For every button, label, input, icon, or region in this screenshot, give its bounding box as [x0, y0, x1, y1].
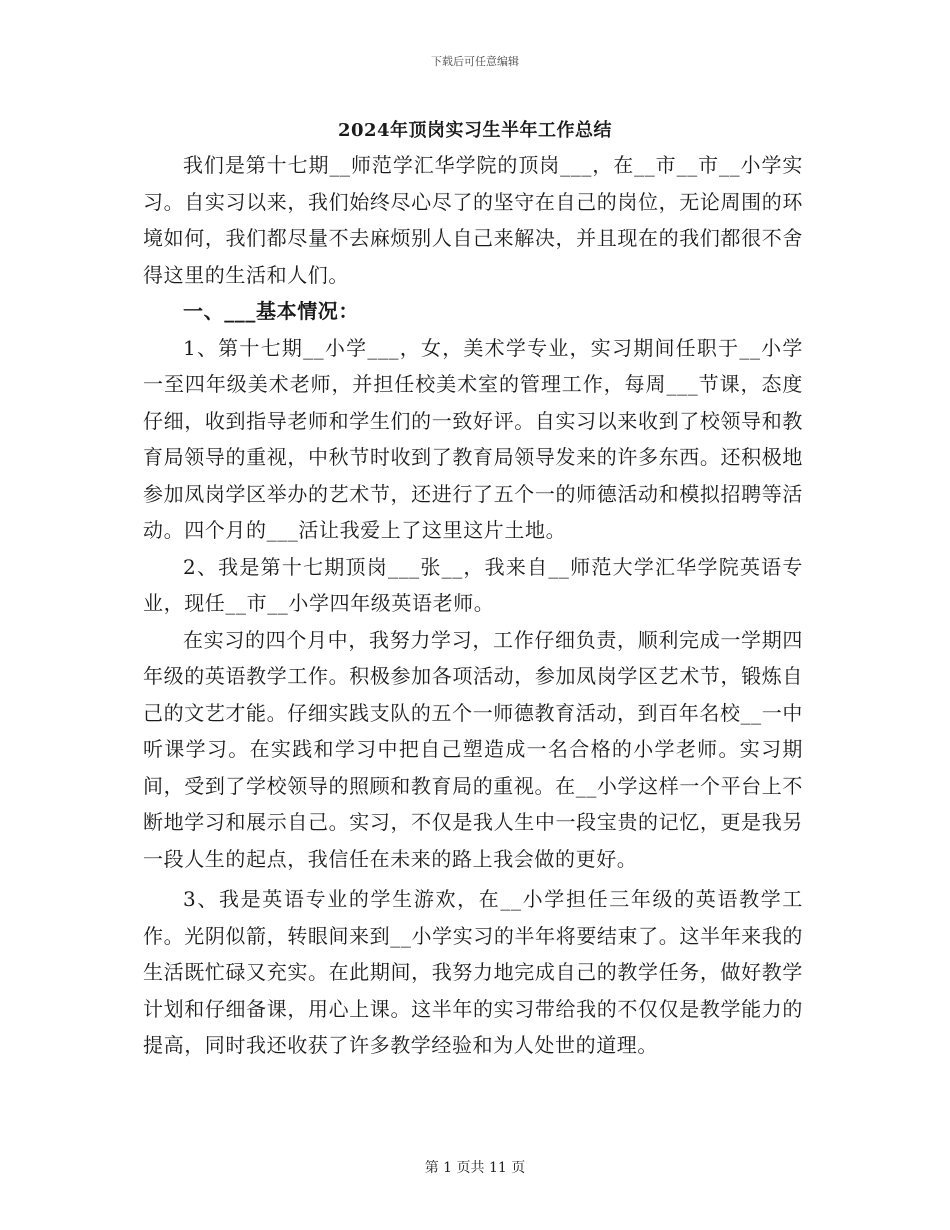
paragraph-intro: 我们是第十七期__师范学汇华学院的顶岗___，在__市__市__小学实习。自实习以来，我们始终尽心尽了的坚守在自己的岗位，无论周围的环境如何，我们都尽量不去麻烦别人自己来解决，并且现在的我们都很不舍得这里的生活和人们。 — [143, 153, 803, 287]
page-number: 第 1 页共 11 页 — [424, 1160, 526, 1176]
document-body — [143, 147, 803, 1064]
header-note: 下载后可任意编辑 — [431, 55, 519, 68]
paragraph-item-1: 1、第十七期__小学___，女，美术学专业，实习期间任职于__小学一至四年级美术老师，并担任校美术室的管理工作，每周___节课，态度仔细，收到指导老师和学生们的一致好评。自实习以来收到了校领导和教育局领导的重视，中秋节时收到了教育局领导发来的许多东西。还积极地参加凤岗学区举办的艺术节，还进行了五个一的师德活动和模拟招聘等活动。四个月的___活让我爱上了这里这片土地。 — [143, 335, 803, 542]
paragraph-item-2: 2、我是第十七期顶岗___张__，我来自__师范大学汇华学院英语专业，现任__市__小学四年级英语老师。 — [143, 554, 803, 615]
section-heading-basic-info: 一、___基本情况： — [183, 299, 359, 323]
paragraph-item-2-detail: 在实习的四个月中，我努力学习，工作仔细负责，顺利完成一学期四年级的英语教学工作。积极参加各项活动，参加凤岗学区艺术节，锻炼自己的文艺才能。仔细实践支队的五个一师德教育活动，到百年名校__一中听课学习。在实践和学习中把自己塑造成一名合格的小学老师。实习期间，受到了学校领导的照顾和教育局的重视。在__小学这样一个平台上不断地学习和展示自己。实习，不仅是我人生中一段宝贵的记忆，更是我另一段人生的起点，我信任在未来的路上我会做的更好。 — [143, 627, 803, 871]
paragraph-item-3: 3、我是英语专业的学生游欢，在__小学担任三年级的英语教学工作。光阴似箭，转眼间来到__小学实习的半年将要结束了。这半年来我的生活既忙碌又充实。在此期间，我努力地完成自己的教学任务，做好教学计划和仔细备课，用心上课。这半年的实习带给我的不仅仅是教学能力的提高，同时我还收获了许多教学经验和为人处世的道理。 — [143, 887, 803, 1057]
document-title: 2024年顶岗实习生半年工作总结 — [337, 120, 613, 141]
